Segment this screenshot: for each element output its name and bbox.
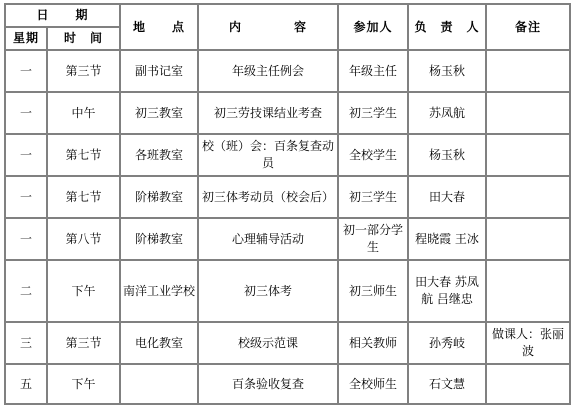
table-row: [5, 218, 570, 260]
cell-time: 下午: [47, 260, 120, 322]
cell-weekday: 五: [5, 364, 47, 404]
table-row: [5, 364, 570, 404]
cell-weekday: 一: [5, 92, 47, 134]
cell-content: 校级示范课: [198, 322, 338, 364]
cell-time: 中午: [47, 92, 120, 134]
cell-weekday: 一: [5, 218, 47, 260]
header-place: 地 点: [120, 4, 198, 50]
header-date: 日 期: [5, 4, 120, 27]
cell-time: 下午: [47, 364, 120, 404]
header-weekday: 星期: [5, 27, 47, 50]
cell-time: 第八节: [47, 218, 120, 260]
cell-place: 副书记室: [120, 50, 198, 92]
cell-place: [120, 364, 198, 404]
cell-participants: 初一部分学生: [338, 218, 408, 260]
cell-participants: 全校师生: [338, 364, 408, 404]
table-row: [5, 260, 570, 322]
cell-weekday: 一: [5, 134, 47, 176]
table-row: [5, 176, 570, 218]
cell-time: 第七节: [47, 134, 120, 176]
cell-time: 第三节: [47, 322, 120, 364]
cell-participants: 相关教师: [338, 322, 408, 364]
cell-responsible: 程晓霞 王冰: [408, 218, 486, 260]
cell-remarks: [486, 218, 570, 260]
table-row: [5, 322, 570, 364]
cell-content: 年级主任例会: [198, 50, 338, 92]
header-responsible: 负 责 人: [408, 4, 486, 50]
cell-participants: 初三师生: [338, 260, 408, 322]
cell-content: 校（班）会：百条复查动员: [198, 134, 338, 176]
cell-responsible: 苏凤航: [408, 92, 486, 134]
header-participants: 参加人: [338, 4, 408, 50]
cell-weekday: 一: [5, 50, 47, 92]
cell-remarks: [486, 92, 570, 134]
table-row: [5, 92, 570, 134]
header-time: 时 间: [47, 27, 120, 50]
cell-place: 阶梯教室: [120, 218, 198, 260]
header-row-1: [5, 4, 570, 27]
cell-remarks: [486, 364, 570, 404]
cell-time: 第七节: [47, 176, 120, 218]
cell-content: 心理辅导活动: [198, 218, 338, 260]
cell-place: 电化教室: [120, 322, 198, 364]
cell-remarks: [486, 50, 570, 92]
cell-remarks: 做课人：张丽波: [486, 322, 570, 364]
cell-participants: 年级主任: [338, 50, 408, 92]
cell-participants: 全校学生: [338, 134, 408, 176]
header-content: 内 容: [198, 4, 338, 50]
cell-responsible: 田大春 苏凤航 吕继忠: [408, 260, 486, 322]
cell-place: 初三教室: [120, 92, 198, 134]
cell-weekday: 三: [5, 322, 47, 364]
table-row: [5, 50, 570, 92]
cell-place: 南洋工业学校: [120, 260, 198, 322]
cell-content: 初三体考: [198, 260, 338, 322]
cell-time: 第三节: [47, 50, 120, 92]
schedule-table: [4, 3, 571, 405]
table-row: [5, 134, 570, 176]
cell-content: 初三劳技课结业考查: [198, 92, 338, 134]
cell-responsible: 田大春: [408, 176, 486, 218]
cell-place: 各班教室: [120, 134, 198, 176]
cell-weekday: 二: [5, 260, 47, 322]
cell-participants: 初三学生: [338, 92, 408, 134]
cell-responsible: 石文慧: [408, 364, 486, 404]
cell-content: 初三体考动员（校会后）: [198, 176, 338, 218]
cell-content: 百条验收复查: [198, 364, 338, 404]
cell-weekday: 一: [5, 176, 47, 218]
cell-responsible: 杨玉秋: [408, 134, 486, 176]
cell-responsible: 杨玉秋: [408, 50, 486, 92]
cell-remarks: [486, 260, 570, 322]
cell-place: 阶梯教室: [120, 176, 198, 218]
cell-participants: 初三学生: [338, 176, 408, 218]
cell-remarks: [486, 134, 570, 176]
cell-remarks: [486, 176, 570, 218]
header-remarks: 备注: [486, 4, 570, 50]
cell-responsible: 孙秀岐: [408, 322, 486, 364]
